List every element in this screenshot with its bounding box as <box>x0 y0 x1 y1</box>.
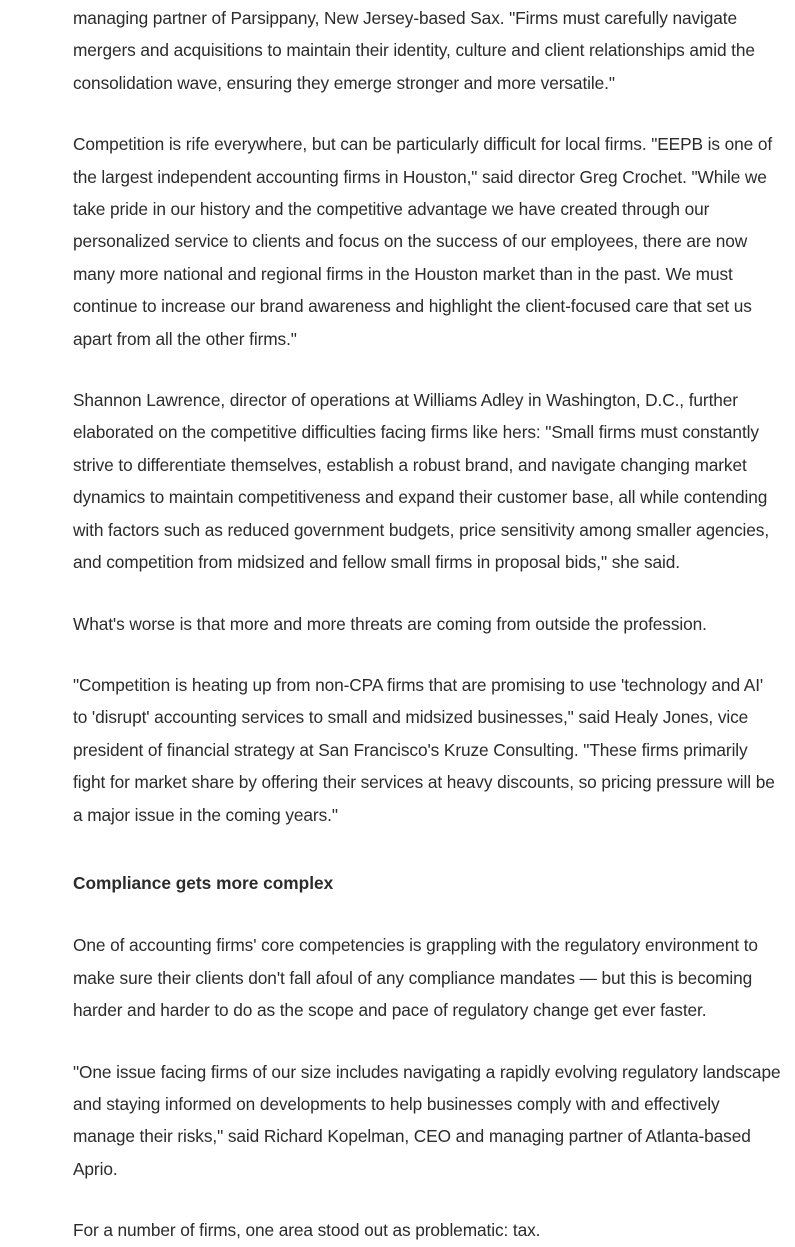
section-heading: Compliance gets more complex <box>73 872 334 893</box>
article-paragraph: Competition is rife everywhere, but can be particularly difficult for local firms. "EEPB is one of the largest independent accounting firms in Houston," said director Greg Crochet. "While we take pride in our history and the competitive advantage we have created through our personalized service to clients and focus on the success of our employees, there are now many more national and regional firms in the Houston market than in the past. We must continue to increase our brand awareness and highlight the client-focused care that set us apart from all the other firms." <box>73 134 773 349</box>
article-paragraph: "One issue facing firms of our size includes navigating a rapidly evolving regulatory landscape and staying informed on developments to help businesses comply with and effectively manage their risks," said Richard Kopelman, CEO and managing partner of Atlanta-based Aprio. <box>73 1061 781 1179</box>
article-paragraph: For a number of firms, one area stood out as problematic: tax. <box>73 1220 541 1241</box>
article-paragraph: Shannon Lawrence, director of operations at Williams Adley in Washington, D.C., further elaborated on the competitive difficulties facing firms like hers: "Small firms must constantly strive to differentiate themselves, establish a robust brand, and navigate changing market dynamics to maintain competitiveness and expand their customer base, all while contending with factors such as reduced government budgets, price sensitivity among smaller agencies, and competition from midsized and fellow small firms in proposal bids," she said. <box>73 390 770 573</box>
article-paragraph: "Competition is heating up from non-CPA firms that are promising to use 'technology and AI' to 'disrupt' accounting services to small and midsized businesses," said Healy Jones, vice president of financial strategy at San Francisco's Kruze Consulting. "These firms primarily fight for market share by offering their services at heavy discounts, so pricing pressure will be a major issue in the coming years." <box>73 674 775 825</box>
article-paragraph: One of accounting firms' core competencies is grappling with the regulatory environment to make sure their clients don't fall afoul of any compliance mandates — but this is becoming harder and harder to do as the scope and pace of regulatory change get ever faster. <box>73 935 758 1021</box>
article-paragraph: managing partner of Parsippany, New Jersey-based Sax. "Firms must carefully navigate mergers and acquisitions to maintain their identity, culture and client relationships amid the consolidation wave, ensuring they emerge stronger and more versatile." <box>73 8 755 93</box>
article-paragraph: What's worse is that more and more threats are coming from outside the profession. <box>73 613 707 634</box>
